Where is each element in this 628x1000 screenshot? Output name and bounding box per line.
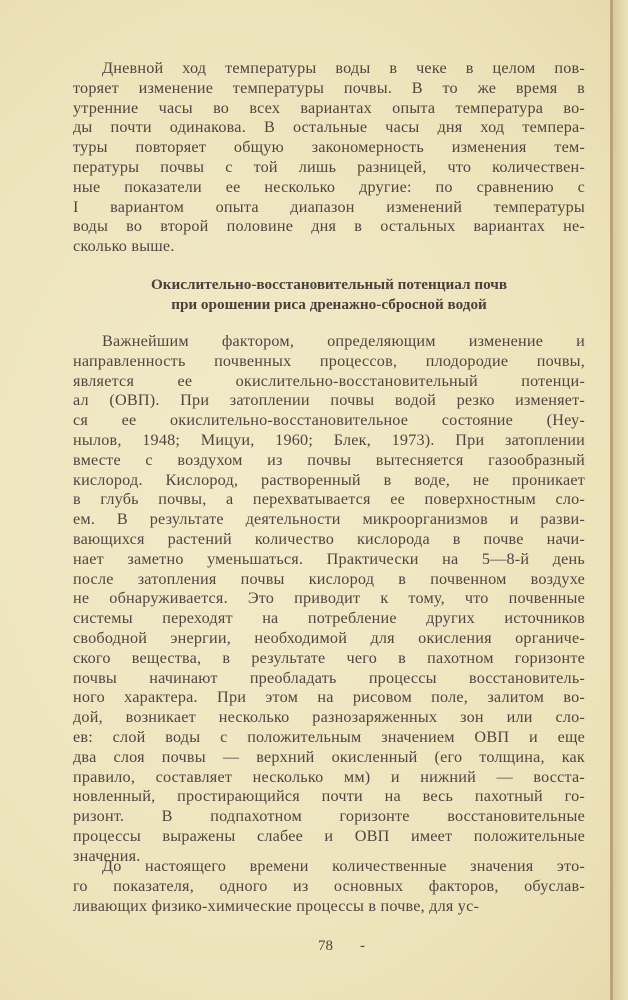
text-line: направленность почвенных процессов, плодородие почвы, [73, 351, 585, 370]
text-line: туры повторяет общую закономерность изменения тем- [73, 138, 585, 157]
text-line: кислород. Кислород, растворенный в воде, не проникает [73, 470, 585, 489]
page-number: 78 [318, 938, 333, 954]
text-line: ливающих физико-химические процессы в почве, для ус- [73, 896, 480, 915]
text-line: ного характера. При этом на рисовом поле, залитом во- [73, 688, 585, 707]
paragraph-water-temperature [73, 59, 585, 257]
text-line: не обнаруживается. Это приводит к тому, что почвенные [73, 589, 585, 608]
text-line: два слоя почвы — верхний окисленный (его толщина, как [73, 747, 585, 766]
text-line: ные показатели ее несколько другие: по сравнению с [73, 177, 585, 196]
page-dash-mark: - [360, 938, 365, 954]
text-line: почвы начинают преобладать процессы восстановитель- [73, 668, 585, 687]
page-edge-shadow [613, 0, 628, 1000]
text-line: дой, возникает несколько разнозаряженных зон или сло- [73, 708, 585, 727]
text-line: I вариантом опыта диапазон изменений температуры [73, 197, 585, 216]
heading-line-2: при орошении риса дренажно-сбросной водой [171, 296, 487, 313]
text-line: в глубь почвы, а перехватывается ее поверхностным сло- [73, 490, 585, 509]
text-line: утренние часы во всех вариантах опыта температура во- [73, 98, 585, 117]
text-line: ризонт. В подпахотном горизонте восстановительные [73, 807, 585, 826]
text-line: ского вещества, в результате чего в пахотном горизонте [73, 648, 585, 667]
text-line: Важнейшим фактором, определяющим изменение и [102, 332, 585, 350]
text-line: го показателя, одного из основных факторов, обуслав- [73, 876, 585, 895]
text-line: системы переходят на потребление других источников [73, 609, 585, 628]
text-line: воды во второй половине дня в остальных вариантах не- [73, 217, 585, 236]
text-line: свободной энергии, необходимой для окисления органиче- [73, 628, 585, 647]
text-line: правило, составляет несколько мм) и нижний — восста- [73, 767, 585, 786]
text-line: значения. [73, 846, 141, 865]
text-line: ев: слой воды с положительным значением ОВП и еще [73, 727, 585, 746]
text-line: нылов, 1948; Мицуи, 1960; Блек, 1973). При затоплении [73, 430, 585, 449]
text-line: является ее окислительно-восстановительный потенци- [73, 371, 585, 390]
text-line: ды почти одинакова. В остальные часы дня ход темпера- [73, 118, 585, 137]
text-line: процессы выражены слабее и ОВП имеет положительные [73, 826, 585, 845]
text-line: новленный, простирающийся почти на весь пахотный го- [73, 787, 585, 806]
text-line: ем. В результате деятельности микроорганизмов и разви- [73, 510, 585, 529]
text-line: сколько выше. [73, 237, 175, 256]
text-line: До настоящего времени количественные значения это- [102, 857, 585, 875]
text-line: вающихся растений количество кислорода в почве начи- [73, 529, 585, 548]
text-line: ал (ОВП). При затоплении почвы водой резко изменяет- [73, 391, 585, 410]
text-line: вместе с воздухом из почвы вытесняется газообразный [73, 450, 585, 469]
text-line: ся ее окислительно-восстановительное состояние (Неу- [73, 411, 585, 430]
text-line: торяет изменение температуры почвы. В то же время в [73, 78, 585, 97]
text-line: Дневной ход температуры воды в чеке в целом пов- [102, 59, 585, 77]
text-line: нает заметно уменьшаться. Практически на 5—8-й день [73, 549, 585, 568]
text-line: после затопления почвы кислород в почвенном воздухе [73, 569, 585, 588]
paragraph-quantitative-values [73, 857, 585, 916]
section-heading [73, 275, 585, 315]
page-edge [610, 0, 613, 1000]
heading-line-1: Окислительно-восстановительный потенциал почв [150, 276, 508, 293]
text-line: пературы почвы с той лишь разницей, что количествен- [73, 157, 585, 176]
paragraph-redox-potential [73, 332, 585, 867]
